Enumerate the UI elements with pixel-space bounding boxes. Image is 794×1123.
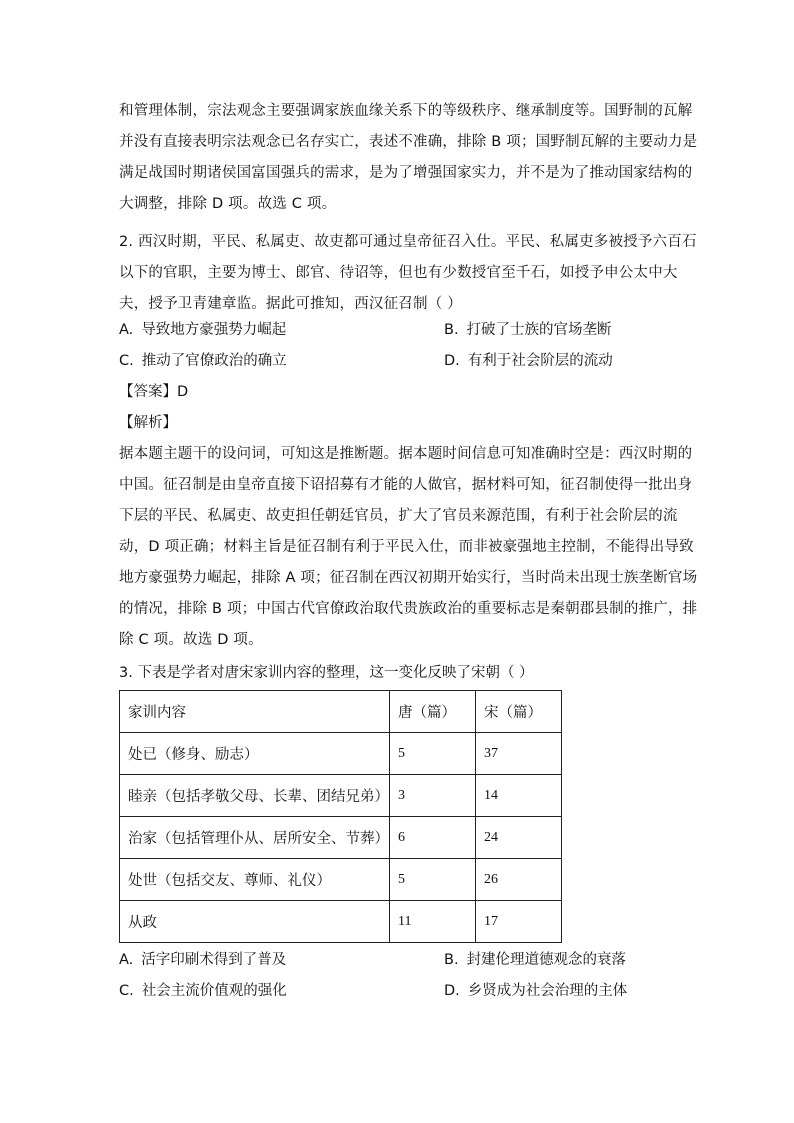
family-instruction-table — [119, 690, 562, 943]
table-cell: 37 — [476, 733, 562, 775]
q2-stem — [119, 227, 697, 320]
table-cell: 24 — [476, 817, 562, 859]
analysis-line: 除 C 项。故选 D 项。 — [119, 632, 263, 648]
q3-stem: 3. 下表是学者对唐宋家训内容的整理，这一变化反映了宋朝（ ） — [119, 665, 534, 681]
table-cell: 睦亲（包括孝敬父母、长辈、团结兄弟） — [120, 775, 390, 817]
analysis-line: 下层的平民、私属吏、故吏担任朝廷官员，扩大了官员来源范围，有利于社会阶层的流 — [119, 508, 678, 524]
table-header-cell: 家训内容 — [120, 691, 390, 733]
q2-option-c[interactable] — [119, 351, 287, 371]
q3-option-b[interactable] — [444, 950, 626, 970]
analysis-line: 动，D 项正确；材料主旨是征召制有利于平民入仕，而非被豪强地主控制，不能得出导致 — [119, 539, 694, 555]
q2-stem-line: 以下的官职，主要为博士、郎官、待诏等，但也有少数授官至千石，如授予申公太中大 — [119, 265, 678, 281]
table-cell: 治家（包括管理仆从、居所安全、节葬） — [120, 817, 390, 859]
table-cell: 5 — [390, 859, 476, 901]
option-text: 封建伦理道德观念的衰落 — [466, 952, 627, 968]
q2-stem-line: 2. 西汉时期，平民、私属吏、故吏都可通过皇帝征召入仕。平民、私属吏多被授予六百石 — [119, 234, 697, 250]
option-text: 推动了官僚政治的确立 — [141, 353, 287, 369]
table-header-row — [120, 691, 562, 733]
analysis-line: 据本题主题干的设问词，可知这是推断题。据本题时间信息可知准确时空是：西汉时期的 — [119, 446, 693, 462]
analysis-line: 地方豪强势力崛起，排除 A 项；征召制在西汉初期开始实行，当时尚未出现士族垄断官场 — [119, 570, 698, 586]
table-row — [120, 859, 562, 901]
table-cell: 14 — [476, 775, 562, 817]
table-header-cell: 宋（篇） — [476, 691, 562, 733]
table-header-cell: 唐（篇） — [390, 691, 476, 733]
q3-option-d[interactable] — [444, 981, 627, 1001]
q2-option-a[interactable] — [119, 320, 286, 340]
table-row — [120, 901, 562, 943]
option-letter: C. — [119, 353, 134, 369]
table-cell: 6 — [390, 817, 476, 859]
option-text: 打破了士族的官场垄断 — [466, 322, 612, 338]
option-text: 社会主流价值观的强化 — [141, 983, 287, 999]
q2-option-d[interactable] — [444, 351, 613, 371]
analysis-line: 的情况，排除 B 项；中国古代官僚政治取代贵族政治的重要标志是秦朝郡县制的推广，排 — [119, 601, 698, 617]
table-row — [120, 817, 562, 859]
option-letter: A. — [119, 952, 134, 968]
option-letter: B. — [444, 952, 459, 968]
q3-option-c[interactable] — [119, 981, 287, 1001]
option-text: 乡贤成为社会治理的主体 — [467, 983, 628, 999]
q2-answer: 【答案】D — [119, 384, 189, 400]
option-letter: A. — [119, 322, 134, 338]
table-cell: 3 — [390, 775, 476, 817]
table-row — [120, 775, 562, 817]
q2-stem-line: 夫，授予卫青建章监。据此可推知，西汉征召制（ ） — [119, 296, 462, 312]
option-text: 活字印刷术得到了普及 — [141, 952, 287, 968]
table-cell: 处已（修身、励志） — [120, 733, 390, 775]
intro-line: 并没有直接表明宗法观念已名存实亡，表述不准确，排除 B 项；国野制瓦解的主要动力是 — [119, 134, 698, 150]
table-cell: 从政 — [120, 901, 390, 943]
q2-analysis-paragraph — [119, 439, 698, 656]
table-cell: 11 — [390, 901, 476, 943]
q3-option-a[interactable] — [119, 950, 286, 970]
analysis-line: 中国。征召制是由皇帝直接下诏招募有才能的人做官，据材料可知，征召制使得一批出身 — [119, 477, 693, 493]
intro-paragraph — [119, 96, 698, 220]
intro-line: 和管理体制，宗法观念主要强调家族血缘关系下的等级秩序、继承制度等。国野制的瓦解 — [119, 103, 693, 119]
table-cell: 26 — [476, 859, 562, 901]
option-text: 有利于社会阶层的流动 — [467, 353, 613, 369]
intro-line: 满足战国时期诸侯国富国强兵的需求，是为了增强国家实力，并不是为了推动国家结构的 — [119, 165, 693, 181]
table-row — [120, 733, 562, 775]
option-letter: D. — [444, 983, 460, 999]
q2-analysis-heading: 【解析】 — [119, 415, 177, 431]
table-cell: 处世（包括交友、尊师、礼仪） — [120, 859, 390, 901]
option-letter: D. — [444, 353, 460, 369]
option-letter: B. — [444, 322, 459, 338]
table-cell: 17 — [476, 901, 562, 943]
intro-line: 大调整，排除 D 项。故选 C 项。 — [119, 196, 337, 212]
option-letter: C. — [119, 983, 134, 999]
table-cell: 5 — [390, 733, 476, 775]
q2-option-b[interactable] — [444, 320, 612, 340]
option-text: 导致地方豪强势力崛起 — [141, 322, 287, 338]
